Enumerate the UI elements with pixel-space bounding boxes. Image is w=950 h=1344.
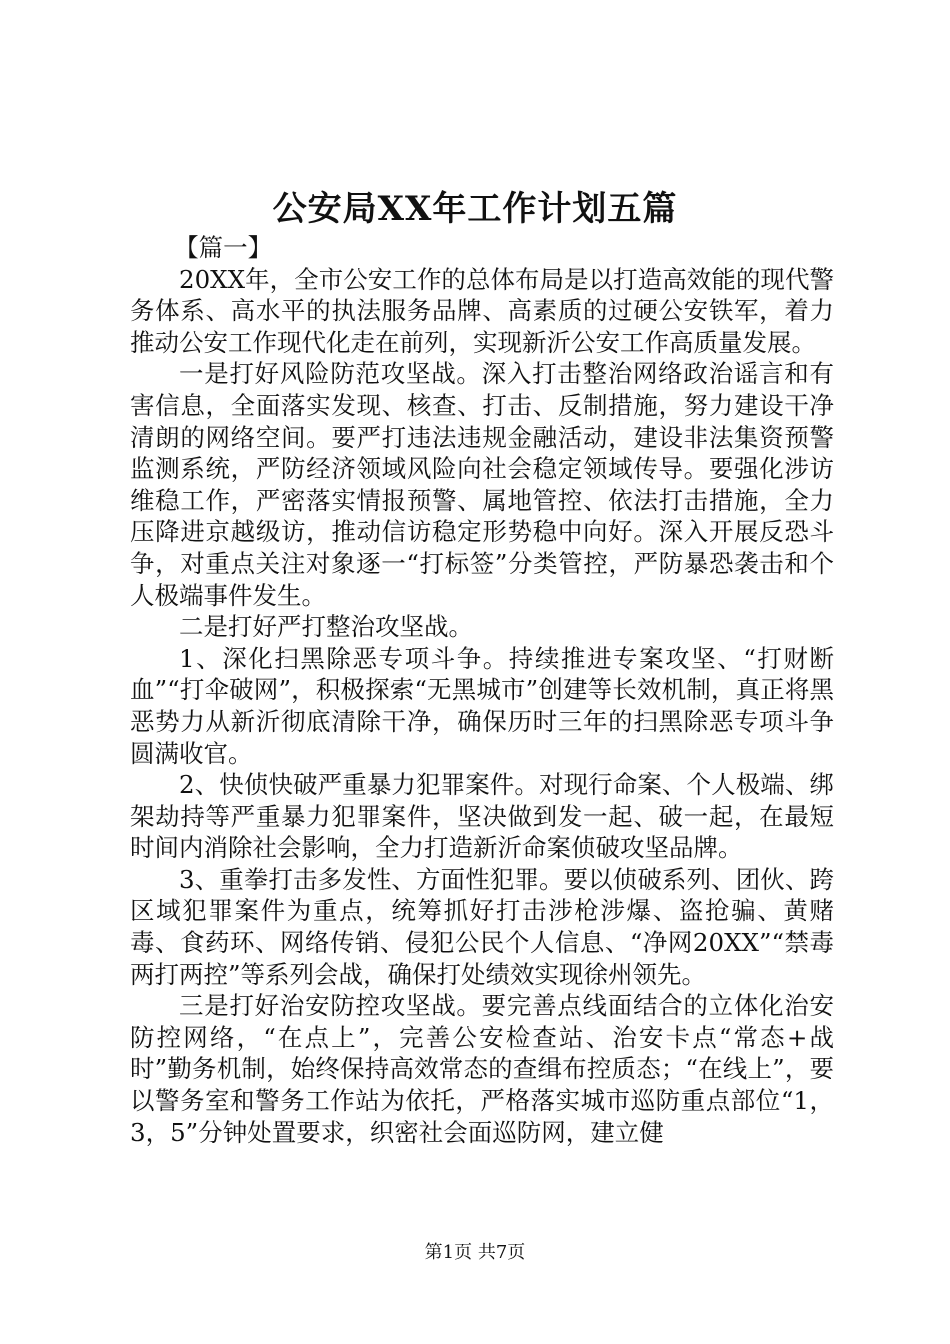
paragraph: 二是打好严打整治攻坚战。	[179, 612, 473, 642]
document-body	[130, 232, 834, 1148]
paragraph: 三是打好治安防控攻坚战。要完善点线面结合的立体化治安防控网络，“在点上”，完善公安检查站、治安卡点“常态+战时”勤务机制，始终保持高效常态的查缉布控质态；“在线上”，要以警务室和警务工作站为依托，严格落实城市巡防重点部位“1，3，5”分钟处置要求，织密社会面巡防网，建立健	[130, 991, 834, 1147]
document-title: 公安局XX年工作计划五篇	[272, 189, 678, 229]
paragraph: 2、快侦快破严重暴力犯罪案件。对现行命案、个人极端、绑架劫持等严重暴力犯罪案件，坚决做到发一起、破一起，在最短时间内消除社会影响，全力打造新沂命案侦破攻坚品牌。	[130, 770, 834, 863]
paragraph: 一是打好风险防范攻坚战。深入打击整治网络政治谣言和有害信息，全面落实发现、核查、打击、反制措施，努力建设干净清朗的网络空间。要严打违法违规金融活动，建设非法集资预警监测系统，严防经济领域风险向社会稳定领域传导。要强化涉访维稳工作，严密落实情报预警、属地管控、依法打击措施，全力压降进京越级访，推动信访稳定形势稳中向好。深入开展反恐斗争，对重点关注对象逐一“打标签”分类管控，严防暴恐袭击和个人极端事件发生。	[130, 359, 834, 610]
paragraph: 1、深化扫黑除恶专项斗争。持续推进专案攻坚、“打财断血”“打伞破网”，积极探索“无黑城市”创建等长效机制，真正将黑恶势力从新沂彻底清除干净，确保历时三年的扫黑除恶专项斗争圆满收官。	[130, 643, 834, 768]
paragraph: 3、重拳打击多发性、方面性犯罪。要以侦破系列、团伙、跨区域犯罪案件为重点，统筹抓好打击涉枪涉爆、盗抢骗、黄赌毒、食药环、网络传销、侵犯公民个人信息、“净网20XX”“禁毒两打两控”等系列会战，确保打处绩效实现徐州领先。	[130, 864, 834, 989]
section-heading: 【篇一】	[174, 233, 273, 262]
page-number-footer: 第1页 共7页	[424, 1242, 526, 1263]
paragraph: 20XX年，全市公安工作的总体布局是以打造高效能的现代警务体系、高水平的执法服务品牌、高素质的过硬公安铁军，着力推动公安工作现代化走在前列，实现新沂公安工作高质量发展。	[130, 264, 834, 357]
